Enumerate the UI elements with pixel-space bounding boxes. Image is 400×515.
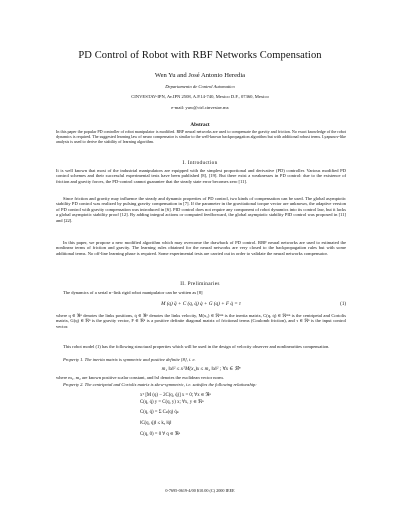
equation-line: C(q, q̇) y = C(q, y) x; ∀x, y ∈ ℜⁿ [140,400,204,405]
paragraph-text: where q ∈ ℜⁿ denotes the links positions, q̇ ∈ ℜⁿ denotes the links velocity, M(x₁) ∈ ℜⁿˣⁿ is the inertia matrix, C(q, q̇) ∈ ℜⁿˣⁿ is the centripetal and Coriolis matrix, G(q) ∈ ℜⁿ is the gravity vector, F ∈ ℜⁿ is a positive definite diagonal matrix of frictional terms (Coulomb friction), and τ ∈ ℜⁿ is the input control vector. [56,313,346,329]
property-1-note: where m₁, m₂ are known positive scalar constant, and ‖x‖ denotes the euclidean vector norm. [56,375,224,380]
abstract-heading: Abstract [190,122,210,128]
paragraph-text: It is well known that most of the industrial manipulators are equipped with the simplest proportional and derivative (PD) controller. Various modified PD control schemes and their successful experimental tests have been published [8], [19]. But there exist a weaknesses in PD control: due to the existence of friction and gravity forces, the PD-control cannot guarantee that the steady state error becomes zero [11]. [56,168,346,184]
paper-title: PD Control of Robot with RBF Networks Compensation [78,50,322,61]
paragraph-text: In this paper, we propose a new modified algorithm which may overcome the drawback of PD control. RBF neural networks are used to estimated the nonlinear terms of friction and gravity. The learning rules obtained for the neural networks are very closed to the backpropagation rules but with some additional terms. No off-line learning phase is required. Some experimental tests are carried out in order to validate the neural networks compensator. [56,240,346,256]
paragraph-text: The dynamics of a serial n−link rigid robot manipulator can be written as [8] [63,290,203,295]
property-text: Property 2. The centripetal and Coriolis matrix is skew-symmetric, i.e. satisfies the following relationship: [63,382,257,387]
section-1-paragraph-1 [56,168,346,184]
paragraph-text: Since friction and gravity may influence the steady and dynamic properties of PD control, two kinds of compensation can be used. The global asymptotic stability PD control was realized by pulsing gravity compensation in [7]. If the parameter in the gravitational torque vector are unknown, the adaptive version of PD control with gravity compensation was introduced in [6]. PID control does not require any component of robot dynamics into its control law, but it lacks a global asymptotic stability proof [12]. By adding integral actions or computed feedforward, the global asymptotic stability PID control was proposed in [11] and [22]. [56,196,346,223]
section-1-paragraph-2 [56,196,346,223]
equation-1-number: (1) [340,302,346,307]
abstract-text: In this paper the popular PD controller of robot manipulator is modified. RBF neural networks are used to compensate the gravity and friction. No exact knowledge of the robot dynamics is required. The suggested learning law of neuro compensator is similar to the well-known backpropagation algorithm but with additional robust terms. Lyapunov-like analysis is used to derive the stability of learning algorithm. [56,129,346,145]
equation-1 [56,301,346,307]
section-2-paragraph-2 [56,313,346,329]
equation-text: M (q) q̈ + C (q, q̇) q̇ + G (q) + F q̇ = τ [161,301,241,307]
property-text: Property 1. The inertia matrix is symmetric and positive definite [8], i. e. [63,357,196,362]
equation-line: C(q, 0) = 0 ∀ q ∈ ℜⁿ [140,432,181,437]
footer: 0-7695-0619-4/00 $10.00 (C) 2000 IEEE [165,488,235,493]
equation-line: xᵀ [M (q) − 2C(q, q̇)] x = 0; ∀x ∈ ℜⁿ [140,393,211,398]
institution: CINVESTAV-IPN, Av.IPN 2508, A.P.14-740, Mexico D.F., 07360, Mexico [131,94,269,99]
property-2-equations [140,392,211,438]
paragraph-text: This robot model (1) has the following structural properties which will be used in the design of velocity observer and nonlinearities compensation. [63,344,330,349]
department: Departamento de Control Automatico [165,84,235,89]
email: e-mail: yuw@ctrl.cinvestav.mx [171,105,229,110]
property-1 [56,357,346,362]
section-2-paragraph-1 [56,290,346,295]
section-1-paragraph-3 [56,240,346,256]
property-1-equation [56,366,346,372]
equation-line: C(q, q̇) = Σ Cₖ(q) q̇ₖ [140,410,179,415]
section-2-paragraph-3 [56,344,346,349]
paper-authors: Wen Yu and José Antonio Heredia [154,72,246,79]
equation-text: m₁ ‖x‖² ≤ xᵀM(x₁)x ≤ m₂ ‖x‖² ; ∀x ∈ ℜⁿ [161,366,241,372]
section-1-heading: I. Introduction [182,160,218,166]
section-2-heading: II. Preliminaries [180,281,220,287]
equation-line: ‖C(q, q̇)‖ ≤ kₓ ‖q̇‖ [140,421,172,426]
property-2 [56,382,346,387]
